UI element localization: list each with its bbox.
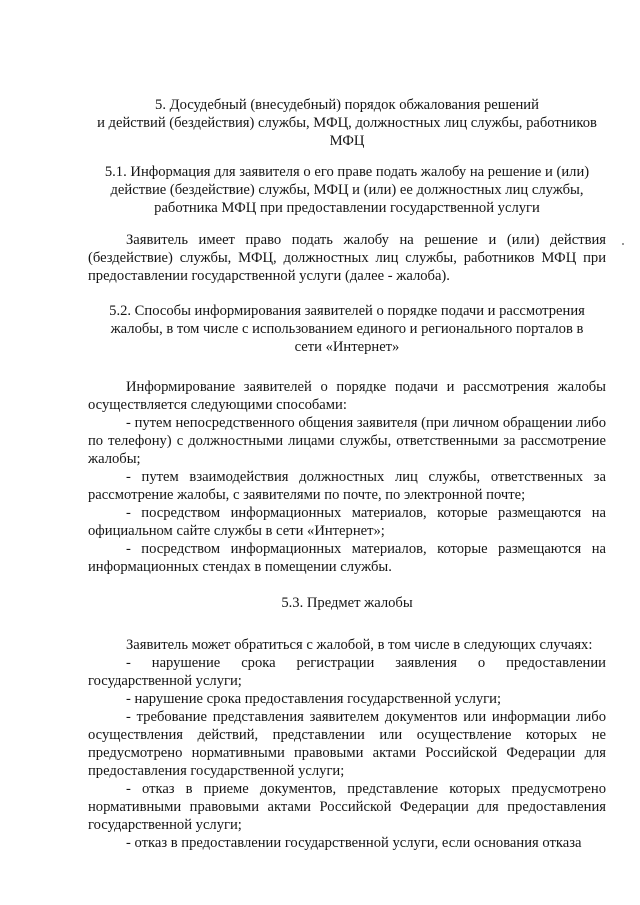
- section-5-3-title: 5.3. Предмет жалобы: [281, 595, 413, 611]
- section-5-title-line: 5. Досудебный (внесудебный) порядок обжалования решений: [155, 97, 539, 113]
- list-item: - нарушение срока предоставления государственной услуги;: [126, 691, 502, 707]
- list-item: - отказ в приеме документов, представление которых предусмотрено нормативными правовыми актами Российской Федерации для предоставления государственной услуги;: [88, 781, 606, 833]
- list-item: - посредством информационных материалов, которые размещаются на информационных стендах в помещении службы.: [88, 541, 606, 575]
- list-item: - путем взаимодействия должностных лиц службы, ответственных за рассмотрение жалобы, с заявителями по почте, по электронной почте;: [88, 469, 606, 503]
- list-item: - путем непосредственного общения заявителя (при личном обращении либо по телефону) с должностными лицами службы, ответственными за рассмотрение жалобы;: [88, 415, 606, 467]
- section-5-title-line: и действий (бездействия) службы, МФЦ, должностных лиц службы, работников: [97, 115, 597, 131]
- section-5-1-title-line: действие (бездействие) службы, МФЦ и (или) ее должностных лиц службы,: [110, 182, 584, 198]
- section-5-2-intro: Информирование заявителей о порядке подачи и рассмотрения жалобы осуществляется следующими способами:: [88, 379, 606, 413]
- list-item: - отказ в предоставлении государственной услуги, если основания отказа: [126, 835, 582, 851]
- scan-speck: [622, 243, 624, 245]
- section-5-1-title: [88, 163, 606, 217]
- section-5-1-title-line: 5.1. Информация для заявителя о его праве подать жалобу на решение и (или): [104, 164, 590, 180]
- list-item: - нарушение срока регистрации заявления о предоставлении государственной услуги;: [88, 655, 606, 689]
- list-item: - посредством информационных материалов, которые размещаются на официальном сайте службы в сети «Интернет»;: [88, 505, 606, 539]
- section-5-3-intro: Заявитель может обратиться с жалобой, в том числе в следующих случаях:: [126, 637, 593, 653]
- section-5-title: [88, 96, 606, 150]
- section-5-2-title: [88, 302, 606, 356]
- section-5-1-paragraph: Заявитель имеет право подать жалобу на решение и (или) действия (бездействие) службы, МФЦ, должностных лиц службы, работников МФЦ при предоставлении государственной услуги (далее - жалоба).: [88, 232, 606, 284]
- section-5-2-title-line: сети «Интернет»: [294, 339, 400, 355]
- section-5-2-title-line: жалобы, в том числе с использованием единого и регионального порталов в: [110, 321, 584, 337]
- section-5-2-title-line: 5.2. Способы информирования заявителей о порядке подачи и рассмотрения: [109, 303, 585, 319]
- document-content: [88, 96, 606, 852]
- section-5-1-title-line: работника МФЦ при предоставлении государственной услуги: [154, 200, 540, 216]
- section-5-title-line: МФЦ: [329, 133, 365, 149]
- list-item: - требование представления заявителем документов или информации либо осуществления действий, представлении или осуществление которых не предусмотрено нормативными правовыми актами Российской Федерации для предоставления государственной услуги;: [88, 709, 606, 779]
